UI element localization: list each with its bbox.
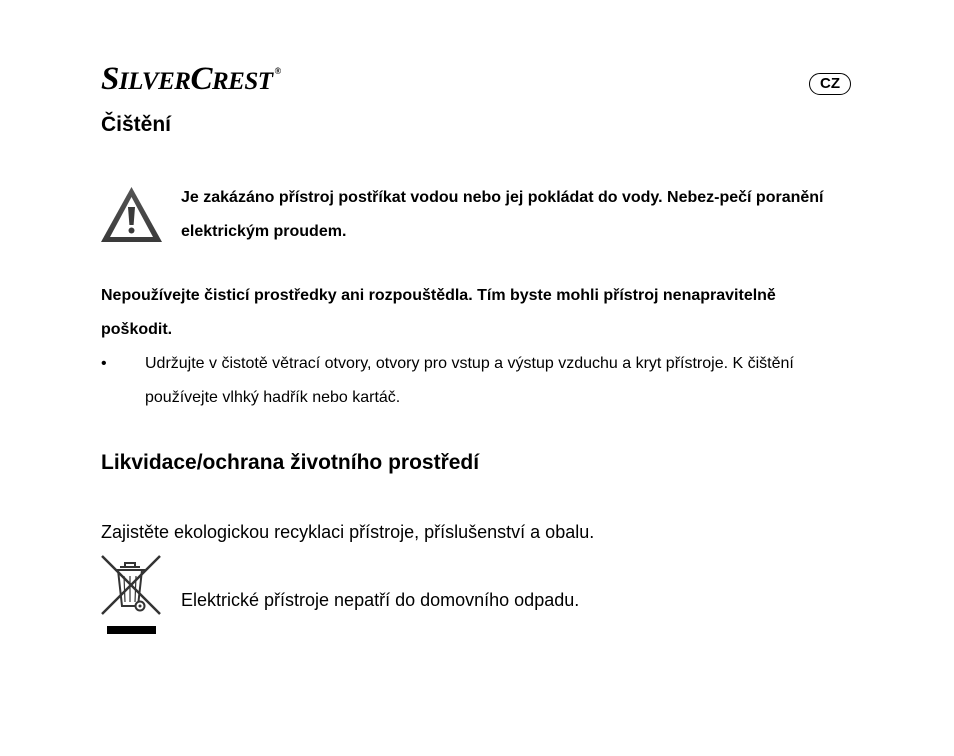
silvercrest-logo xyxy=(101,62,281,96)
cleaning-notice: Nepoužívejte čisticí prostředky ani rozpouštědla. Tím byste mohli přístroj nenapravitelně poškodit. xyxy=(101,287,776,338)
warning-text: Je zakázáno přístroj postříkat vodou nebo jej pokládat do vody. Nebez-pečí poranění elektrickým proudem. xyxy=(181,189,824,240)
logo-letters: ILVER xyxy=(118,68,191,95)
warning-triangle-icon xyxy=(100,185,163,244)
bullet-text: Udržujte v čistotě větrací otvory, otvory pro vstup a výstup vzduchu a kryt přístroje. K čištění používejte vlhký hadřík nebo kartáč. xyxy=(145,355,794,406)
language-badge: CZ xyxy=(809,73,851,95)
logo-letter: C xyxy=(190,61,212,97)
disposal-intro: Zajistěte ekologickou recyklaci přístroje, příslušenství a obalu. xyxy=(101,522,595,542)
cleaning-title: Čištění xyxy=(101,113,172,136)
disposal-title: Likvidace/ochrana životního prostředí xyxy=(101,451,480,474)
bullet-symbol: • xyxy=(101,355,107,372)
logo-letters: REST xyxy=(211,68,273,95)
weee-text: Elektrické přístroje nepatří do domovního odpadu. xyxy=(181,590,580,610)
registered-mark: ® xyxy=(274,66,281,76)
crossed-out-wheelie-bin-icon xyxy=(100,554,162,636)
logo-letter: S xyxy=(101,61,119,97)
